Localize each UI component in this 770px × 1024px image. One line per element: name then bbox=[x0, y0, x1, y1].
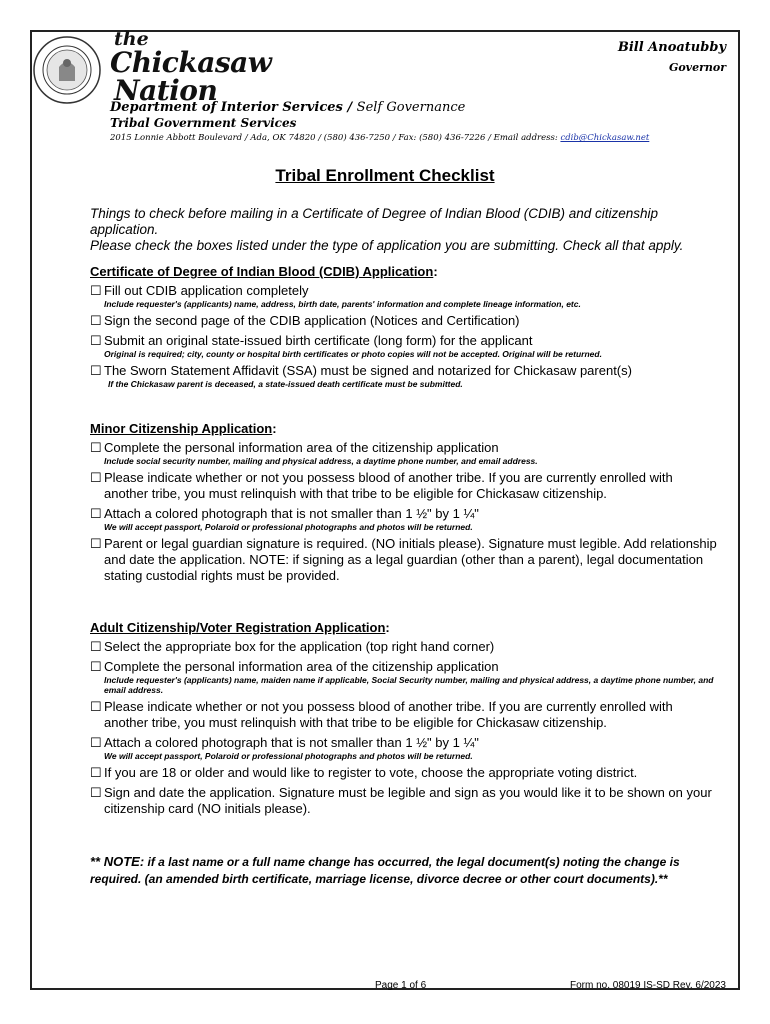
checklist-item[interactable] bbox=[90, 313, 720, 329]
item-text: If you are 18 or older and would like to register to vote, choose the appropriate voting district. bbox=[104, 765, 638, 780]
footnote-body: if a last name or a full name change has occurred, the legal document(s) noting the change is required. (an amended birth certificate, marriage license, divorce decree or other court documents).** bbox=[90, 855, 680, 886]
checkbox-icon[interactable]: ☐ bbox=[90, 313, 102, 328]
email-link[interactable]: cdib@Chickasaw.net bbox=[560, 133, 650, 143]
department-line bbox=[110, 100, 649, 115]
address-line bbox=[110, 133, 649, 143]
checklist-item[interactable] bbox=[90, 283, 720, 299]
footnote bbox=[90, 853, 720, 888]
office-name: Tribal Government Services bbox=[110, 116, 297, 130]
intro-line-2: Please check the boxes listed under the type of application you are submitting. Check all that apply. bbox=[90, 238, 684, 253]
item-text: Sign and date the application. Signature must be legible and sign as you would like it to be shown on your citizenship card (NO initials please). bbox=[104, 785, 712, 816]
checkbox-icon[interactable]: ☐ bbox=[90, 785, 102, 800]
section-heading-adult: Adult Citizenship/Voter Registration Application: bbox=[90, 620, 390, 635]
checklist-item[interactable] bbox=[90, 506, 720, 522]
checklist-item[interactable] bbox=[90, 536, 720, 584]
checklist-item[interactable] bbox=[90, 785, 720, 817]
checkbox-icon[interactable]: ☐ bbox=[90, 536, 102, 551]
checkbox-icon[interactable]: ☐ bbox=[90, 363, 102, 378]
section-heading-cdib: Certificate of Degree of Indian Blood (CDIB) Application: bbox=[90, 264, 438, 279]
logo-nation: Nation bbox=[114, 74, 218, 107]
item-note: If the Chickasaw parent is deceased, a state-issued death certificate must be submitted. bbox=[108, 379, 463, 389]
checklist-item[interactable] bbox=[90, 639, 720, 655]
item-text: Sign the second page of the CDIB application (Notices and Certification) bbox=[104, 313, 520, 328]
checkbox-icon[interactable]: ☐ bbox=[90, 765, 102, 780]
official-name: Bill Anoatubby bbox=[617, 40, 726, 55]
department-block bbox=[110, 100, 649, 143]
checkbox-icon[interactable]: ☐ bbox=[90, 735, 102, 750]
form-number: Form no. 08019 IS-SD Rev. 6/2023 bbox=[569, 980, 726, 991]
checklist-item[interactable] bbox=[90, 470, 720, 502]
checklist-item[interactable] bbox=[90, 735, 720, 751]
section-heading-minor: Minor Citizenship Application: bbox=[90, 421, 277, 436]
official-title: Governor bbox=[668, 61, 726, 74]
address-text: 2015 Lonnie Abbott Boulevard / Ada, OK 74820 / (580) 436-7250 / Fax: (580) 436-7226 / Email address: bbox=[110, 133, 561, 143]
logo-the: the bbox=[114, 28, 149, 50]
item-text: Please indicate whether or not you possess blood of another tribe. If you are currently enrolled with another tribe, you must relinquish with that tribe to be eligible for Chickasaw citizenship. bbox=[104, 470, 673, 501]
checklist-item[interactable] bbox=[90, 363, 720, 379]
checklist-item[interactable] bbox=[90, 440, 720, 456]
checkbox-icon[interactable]: ☐ bbox=[90, 506, 102, 521]
item-text: Complete the personal information area of the citizenship application bbox=[104, 659, 499, 674]
nation-seal-icon bbox=[32, 35, 102, 105]
checkbox-icon[interactable]: ☐ bbox=[90, 659, 102, 674]
checkbox-icon[interactable]: ☐ bbox=[90, 333, 102, 348]
checkbox-icon[interactable]: ☐ bbox=[90, 699, 102, 714]
nation-logo bbox=[110, 30, 271, 105]
checklist-item[interactable] bbox=[90, 699, 720, 731]
official-block bbox=[618, 40, 726, 74]
intro-line-1: Things to check before mailing in a Certificate of Degree of Indian Blood (CDIB) and citizenship application. bbox=[90, 206, 659, 237]
checkbox-icon[interactable]: ☐ bbox=[90, 440, 102, 455]
checklist-item[interactable] bbox=[90, 333, 720, 349]
item-text: Submit an original state-issued birth certificate (long form) for the applicant bbox=[104, 333, 533, 348]
logo-chickasaw: Chickasaw bbox=[110, 46, 272, 79]
department-sub: Self Governance bbox=[356, 100, 466, 115]
footnote-lead: ** NOTE: bbox=[90, 854, 145, 869]
checkbox-icon[interactable]: ☐ bbox=[90, 639, 102, 654]
item-text: Parent or legal guardian signature is required. (NO initials please). Signature must legible. Add relationship and date the application. NOTE: if signing as a legal guardian (other than a parent), legal documentation stating custodial rights must be provided. bbox=[104, 536, 717, 583]
item-text: Please indicate whether or not you possess blood of another tribe. If you are currently enrolled with another tribe, you must relinquish with that tribe to be eligible for Chickasaw citizenship. bbox=[104, 699, 673, 730]
checklist-content bbox=[90, 206, 720, 888]
item-text: Complete the personal information area of the citizenship application bbox=[104, 440, 499, 455]
item-note: We will accept passport, Polaroid or professional photographs and photos will be returned. bbox=[104, 522, 473, 532]
checkbox-icon[interactable]: ☐ bbox=[90, 470, 102, 485]
item-text: Fill out CDIB application completely bbox=[104, 283, 309, 298]
item-note: We will accept passport, Polaroid or professional photographs and photos will be returned. bbox=[104, 751, 473, 761]
item-note: Include social security number, mailing and physical address, a daytime phone number, and email address. bbox=[104, 456, 538, 466]
page-title: Tribal Enrollment Checklist bbox=[275, 166, 495, 185]
item-text: Attach a colored photograph that is not smaller than 1 ½" by 1 ¼" bbox=[104, 735, 479, 750]
item-note: Include requester's (applicants) name, maiden name if applicable, Social Security number, mailing and physical address, a daytime phone number, and email address. bbox=[104, 675, 714, 695]
item-text: Attach a colored photograph that is not smaller than 1 ½" by 1 ¼" bbox=[104, 506, 479, 521]
page-number: Page 1 of 6 bbox=[375, 980, 427, 991]
department-name: Department of Interior Services / bbox=[110, 100, 353, 115]
item-text: The Sworn Statement Affidavit (SSA) must be signed and notarized for Chickasaw parent(s) bbox=[104, 363, 632, 378]
item-note: Original is required; city, county or hospital birth certificates or photo copies will not be accepted. Original will be returned. bbox=[104, 349, 602, 359]
checklist-item[interactable] bbox=[90, 659, 720, 675]
item-note: Include requester's (applicants) name, address, birth date, parents' information and complete lineage information, etc. bbox=[104, 299, 581, 309]
checklist-item[interactable] bbox=[90, 765, 720, 781]
checkbox-icon[interactable]: ☐ bbox=[90, 283, 102, 298]
item-text: Select the appropriate box for the application (top right hand corner) bbox=[104, 639, 495, 654]
